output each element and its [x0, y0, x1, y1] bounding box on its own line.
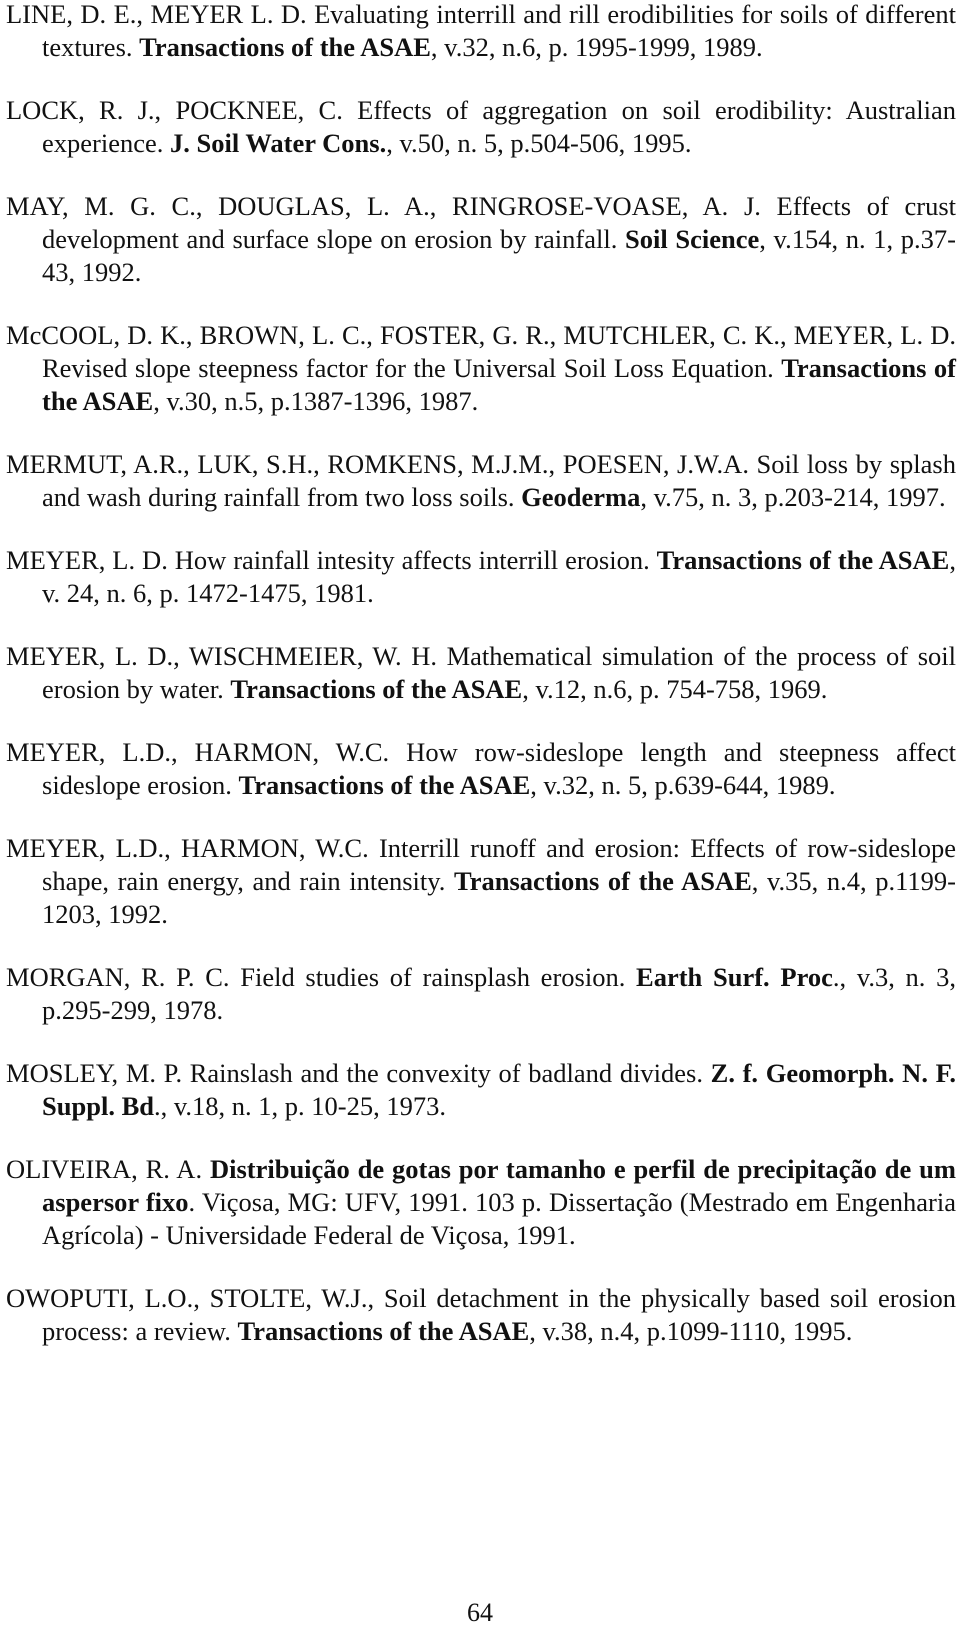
reference-entry	[6, 1282, 956, 1348]
reference-text: . Viçosa, MG: UFV, 1991. 103 p. Dissertação (Mestrado em Engenharia Agrícola) - Universidade Federal de Viçosa, 1991.	[42, 1187, 957, 1250]
reference-source-title: Transactions of the ASAE	[230, 674, 523, 704]
reference-text: OWOPUTI, L.O., STOLTE, W.J., Soil detachment in the physically based soil erosion process: a review.	[6, 1283, 956, 1346]
reference-text: , v.154, n. 1, p.37-43, 1992.	[42, 224, 957, 287]
reference-source-title: Earth Surf. Proc	[636, 962, 833, 992]
reference-text: , v.75, n. 3, p.203-214, 1997.	[640, 482, 946, 512]
reference-entry	[6, 961, 956, 1027]
reference-source-title: J. Soil Water Cons.	[170, 128, 387, 158]
reference-entry	[6, 544, 956, 610]
reference-source-title: Geoderma	[521, 482, 641, 512]
page-number: 64	[467, 1598, 493, 1627]
reference-text: MEYER, L. D., WISCHMEIER, W. H. Mathematical simulation of the process of soil erosion by water.	[6, 641, 956, 704]
reference-entry	[6, 1057, 956, 1123]
reference-entry	[6, 94, 956, 160]
reference-source-title: Transactions of the ASAE	[42, 353, 956, 416]
reference-text: MOSLEY, M. P. Rainslash and the convexity of badland divides.	[6, 1058, 711, 1088]
reference-text: MEYER, L.D., HARMON, W.C. Interrill runoff and erosion: Effects of row-sideslope shape, rain energy, and rain intensity.	[6, 833, 956, 896]
reference-entry	[6, 640, 956, 706]
reference-text: ., v.3, n. 3, p.295-299, 1978.	[42, 962, 956, 1025]
reference-text: McCOOL, D. K., BROWN, L. C., FOSTER, G. R., MUTCHLER, C. K., MEYER, L. D. Revised slope steepness factor for the Universal Soil Loss Equation.	[6, 320, 956, 383]
reference-entry	[6, 319, 956, 418]
reference-text: LINE, D. E., MEYER L. D. Evaluating interrill and rill erodibilities for soils of different textures.	[6, 0, 956, 62]
reference-entry	[6, 1153, 956, 1252]
reference-entry	[6, 736, 956, 802]
reference-entry	[6, 190, 956, 289]
reference-text: , v.30, n.5, p.1387-1396, 1987.	[153, 386, 479, 416]
reference-text: , v.50, n. 5, p.504-506, 1995.	[386, 128, 692, 158]
reference-text: MORGAN, R. P. C. Field studies of rainsplash erosion.	[6, 962, 637, 992]
reference-source-title: Z. f. Geomorph. N. F. Suppl. Bd	[42, 1058, 956, 1121]
reference-text: MAY, M. G. C., DOUGLAS, L. A., RINGROSE-VOASE, A. J. Effects of crust development and surface slope on erosion by rainfall.	[6, 191, 956, 254]
reference-text: , v.32, n.6, p. 1995-1999, 1989.	[430, 32, 763, 62]
reference-source-title: Transactions of the ASAE	[238, 770, 531, 800]
reference-text: LOCK, R. J., POCKNEE, C. Effects of aggregation on soil erodibility: Australian experience.	[6, 95, 956, 158]
reference-text: OLIVEIRA, R. A.	[6, 1154, 210, 1184]
reference-source-title: Transactions of the ASAE	[237, 1316, 530, 1346]
reference-text: , v. 24, n. 6, p. 1472-1475, 1981.	[42, 545, 956, 608]
reference-source-title: Soil Science	[625, 224, 760, 254]
reference-source-title: Distribuição de gotas por tamanho e perfil de precipitação de um aspersor fixo	[42, 1154, 956, 1217]
reference-text: ., v.18, n. 1, p. 10-25, 1973.	[153, 1091, 446, 1121]
reference-text: , v.38, n.4, p.1099-1110, 1995.	[529, 1316, 853, 1346]
reference-text: , v.12, n.6, p. 754-758, 1969.	[522, 674, 828, 704]
reference-text: MEYER, L. D. How rainfall intesity affects interrill erosion.	[6, 545, 657, 575]
reference-source-title: Transactions of the ASAE	[139, 32, 431, 62]
reference-source-title: Transactions of the ASAE	[454, 866, 752, 896]
reference-text: , v.32, n. 5, p.639-644, 1989.	[530, 770, 836, 800]
reference-text: MERMUT, A.R., LUK, S.H., ROMKENS, M.J.M., POESEN, J.W.A. Soil loss by splash and wash during rainfall from two loss soils.	[6, 449, 956, 512]
reference-entry	[6, 448, 956, 514]
reference-text: , v.35, n.4, p.1199-1203, 1992.	[42, 866, 956, 929]
reference-list	[6, 0, 956, 1378]
reference-text: MEYER, L.D., HARMON, W.C. How row-sideslope length and steepness affect sideslope erosion.	[6, 737, 956, 800]
reference-entry	[6, 832, 956, 931]
reference-entry	[6, 0, 956, 64]
reference-source-title: Transactions of the ASAE	[656, 545, 950, 575]
